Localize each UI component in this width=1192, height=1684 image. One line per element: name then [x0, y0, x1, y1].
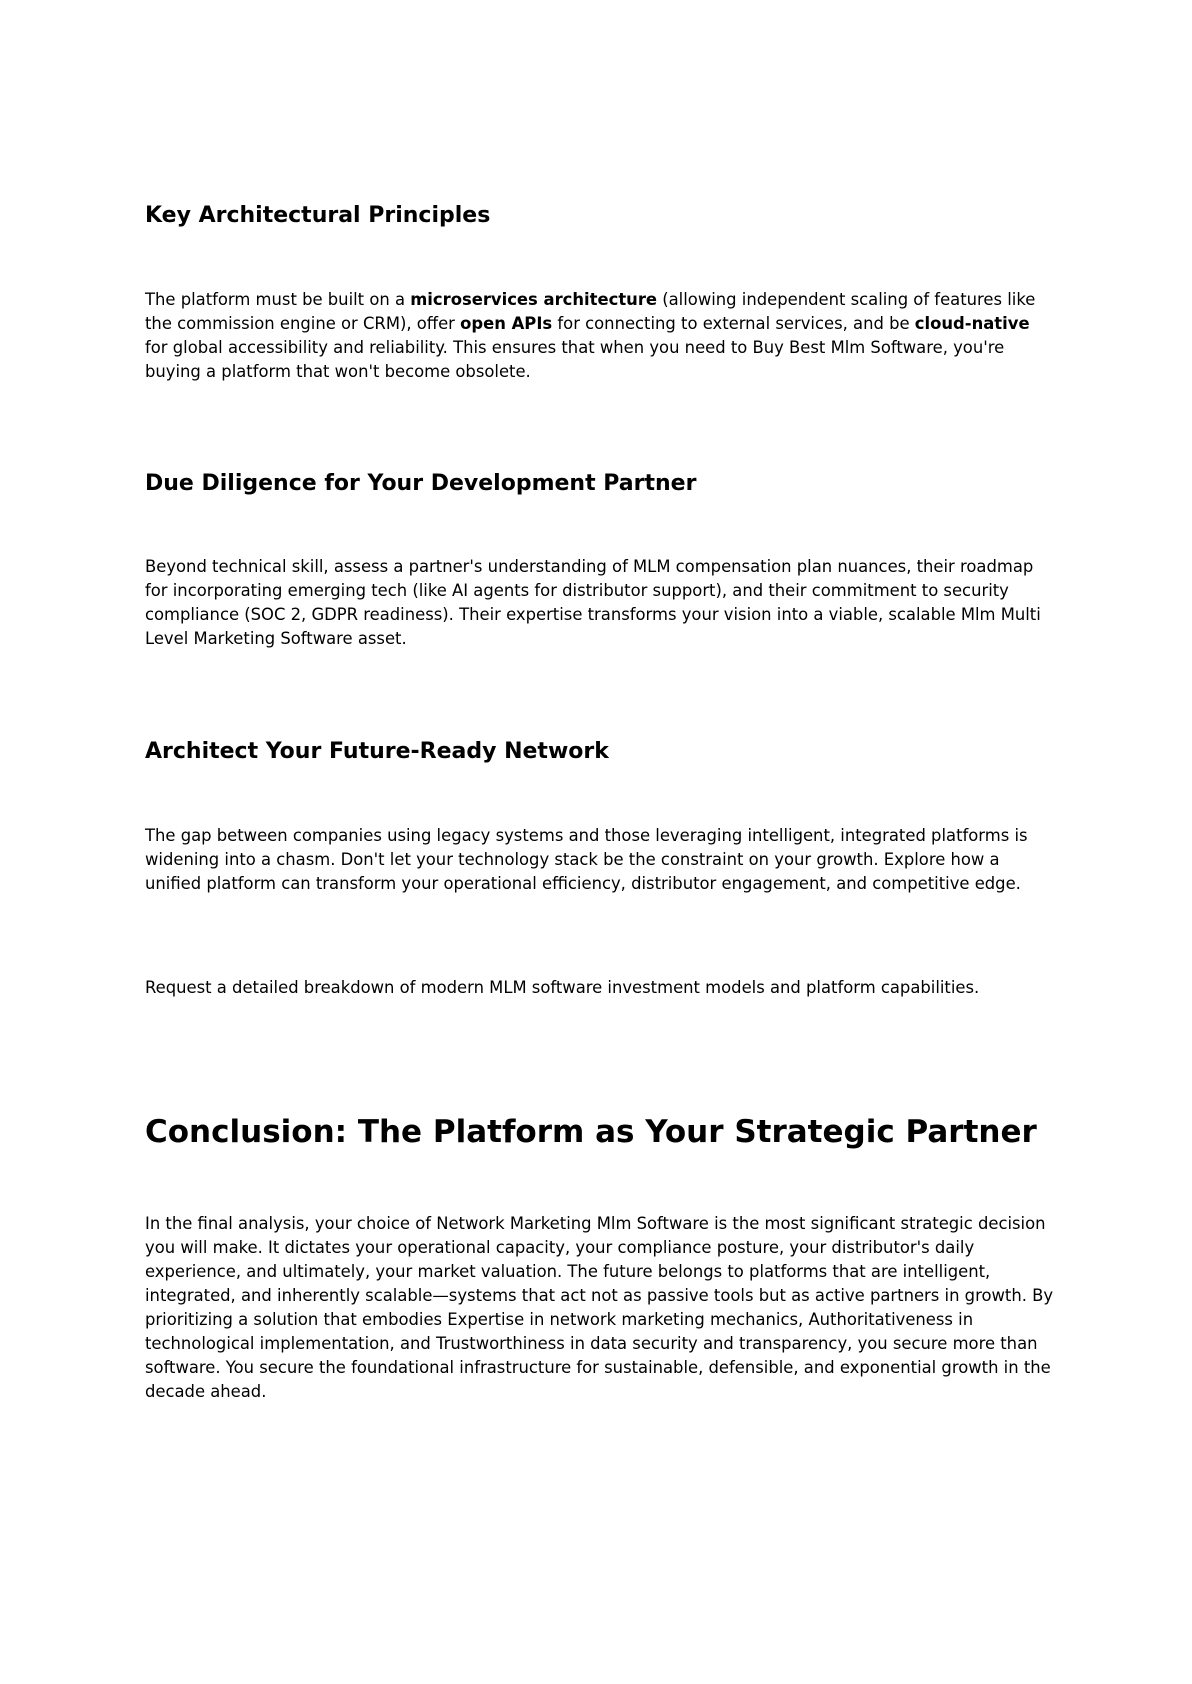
- section-due-diligence: [145, 470, 1055, 498]
- heading-architect-network: Architect Your Future-Ready Network: [145, 739, 609, 764]
- text-span: (allowing independent scaling of features like the commission engine or CRM), offer: [145, 290, 1036, 333]
- paragraph-architecture: [145, 288, 1055, 384]
- paragraph-request: Request a detailed breakdown of modern MLM software investment models and platform capabilities.: [145, 978, 980, 997]
- section-key-architectural-principles: [145, 202, 1055, 230]
- paragraph-request-wrapper: [145, 976, 1055, 1000]
- bold-microservices: microservices architecture: [410, 290, 658, 309]
- paragraph-conclusion-wrapper: [145, 1212, 1055, 1404]
- text-span: for global accessibility and reliability. This ensures that when you need to Buy Best Mlm Software, you're buying a platform that won't become obsolete.: [145, 338, 1005, 381]
- bold-open-apis: open APIs: [460, 314, 553, 333]
- heading-conclusion: Conclusion: The Platform as Your Strategic Partner: [145, 1114, 1037, 1150]
- paragraph-conclusion: In the final analysis, your choice of Network Marketing Mlm Software is the most significant strategic decision you will make. It dictates your operational capacity, your compliance posture, your distributor's daily experience, and ultimately, your market valuation. The future belongs to platforms that are intelligent, integrated, and inherently scalable—systems that act not as passive tools but as active partners in growth. By prioritizing a solution that embodies Expertise in network marketing mechanics, Authoritativeness in technological implementation, and Trustworthiness in data security and transparency, you secure more than software. You secure the foundational infrastructure for sustainable, defensible, and exponential growth in the decade ahead.: [145, 1214, 1054, 1401]
- heading-key-architectural-principles: Key Architectural Principles: [145, 203, 491, 228]
- paragraph-due-diligence-wrapper: [145, 555, 1055, 651]
- paragraph-architecture-wrapper: [145, 288, 1055, 384]
- section-conclusion: [145, 1112, 1055, 1152]
- bold-cloud-native: cloud-native: [914, 314, 1030, 333]
- text-span: for connecting to external services, and be: [552, 314, 915, 333]
- text-span: The platform must be built on a: [145, 290, 411, 309]
- section-architect-network: [145, 738, 1055, 766]
- paragraph-due-diligence: Beyond technical skill, assess a partner's understanding of MLM compensation plan nuances, their roadmap for incorporating emerging tech (like AI agents for distributor support), and their commitment to security compliance (SOC 2, GDPR readiness). Their expertise transforms your vision into a viable, scalable Mlm Multi Level Marketing Software asset.: [145, 557, 1041, 648]
- heading-due-diligence: Due Diligence for Your Development Partner: [145, 471, 697, 496]
- paragraph-gap: The gap between companies using legacy systems and those leveraging intelligent, integrated platforms is widening into a chasm. Don't let your technology stack be the constraint on your growth. Explore how a unified platform can transform your operational efficiency, distributor engagement, and competitive edge.: [145, 826, 1028, 893]
- paragraph-gap-wrapper: [145, 824, 1055, 896]
